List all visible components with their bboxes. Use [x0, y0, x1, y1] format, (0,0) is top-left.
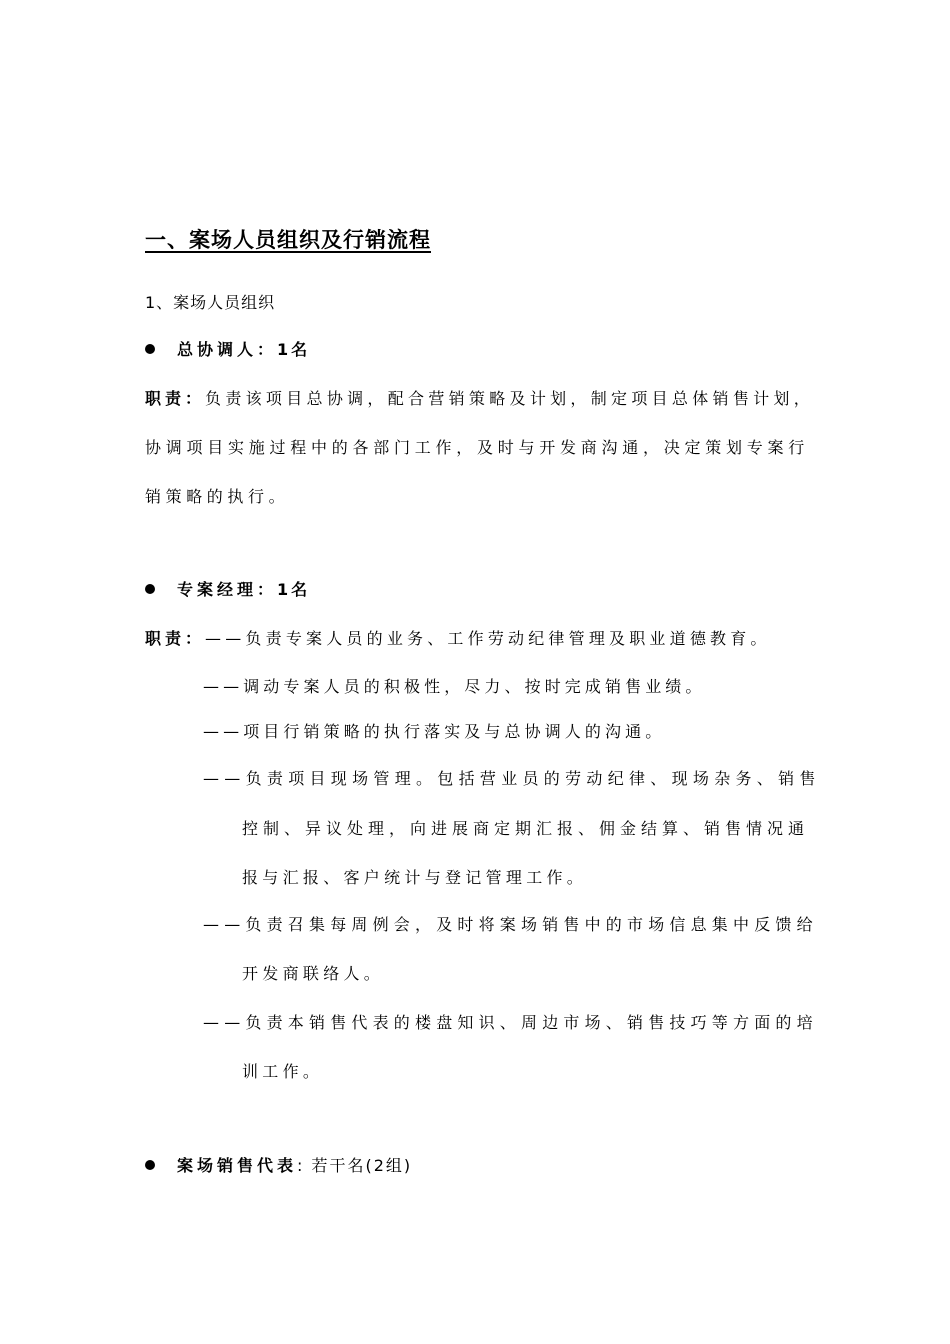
bullet-count: 1名	[277, 580, 311, 599]
duty-line	[145, 626, 771, 649]
duty-line: 控制、异议处理，向进展商定期汇报、佣金结算、销售情况通	[242, 819, 810, 838]
duty-line: ——调动专案人员的积极性，尽力、按时完成销售业绩。	[203, 677, 706, 696]
bullet-icon	[145, 584, 155, 594]
page-heading: 一、案场人员组织及行销流程	[145, 228, 431, 252]
duty-line: ——项目行销策略的执行落实及与总协调人的沟通。	[203, 722, 666, 741]
bullet-title: 专案经理：	[177, 580, 278, 599]
bullet-item-sales-reps	[145, 1153, 412, 1176]
duty-line: ——负责召集每周例会，及时将案场销售中的市场信息集中反馈给	[203, 915, 818, 934]
bullet-title: 总协调人：	[177, 340, 278, 359]
bullet-item-coordinator	[145, 337, 310, 360]
duty-line: 开发商联络人。	[242, 964, 385, 983]
duty-label: 职责：	[145, 389, 206, 408]
duty-line: 训工作。	[242, 1062, 324, 1081]
duty-line: ——负责本销售代表的楼盘知识、周边市场、销售技巧等方面的培	[203, 1013, 818, 1032]
duty-line	[145, 386, 814, 409]
bullet-count: 1名	[277, 340, 311, 359]
duty-text: 负责该项目总协调，配合营销策略及计划，制定项目总体销售计划，	[205, 389, 815, 408]
section-subheading: 1、案场人员组织	[145, 293, 276, 312]
bullet-item-manager	[145, 577, 310, 600]
bullet-title: 案场销售代表	[177, 1156, 298, 1175]
bullet-icon	[145, 344, 155, 354]
bullet-count: : 若干名(2组)	[297, 1156, 413, 1175]
duty-text: ——负责专案人员的业务、工作劳动纪律管理及职业道德教育。	[205, 629, 771, 648]
duty-line: 销策略的执行。	[145, 487, 290, 506]
duty-label: 职责：	[145, 629, 206, 648]
duty-line: 报与汇报、客户统计与登记管理工作。	[242, 868, 588, 887]
bullet-icon	[145, 1160, 155, 1170]
duty-line: 协调项目实施过程中的各部门工作，及时与开发商沟通，决定策划专案行	[145, 438, 810, 457]
duty-line: ——负责项目现场管理。包括营业员的劳动纪律、现场杂务、销售	[203, 769, 821, 788]
